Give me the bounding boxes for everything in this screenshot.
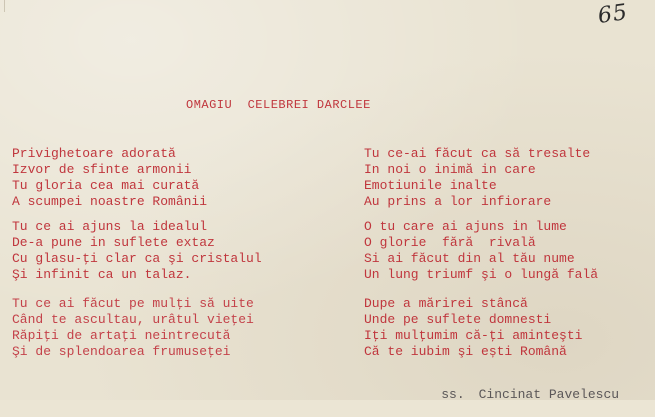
stanza-2-right xyxy=(364,219,598,283)
verse-line: Iţi mulţumim că-ţi aminteşti xyxy=(364,328,583,343)
verse-line: Tu ce-ai făcut ca să tresalte xyxy=(364,146,591,161)
verse-line: De-a pune in suflete extaz xyxy=(12,235,215,250)
stanza-2-left xyxy=(12,219,262,283)
verse-line: A scumpei noastre Românii xyxy=(12,194,208,209)
verse-line: Privighetoare adorată xyxy=(12,146,176,161)
verse-line: Si ai făcut din al tău nume xyxy=(364,251,575,266)
verse-line: Când te ascultau, urâtul vieţei xyxy=(12,312,254,327)
verse-line: In noi o inimă in care xyxy=(364,162,536,177)
signature-prefix: ss. xyxy=(441,387,465,402)
verse-line: Şi de splendoarea frumuseţei xyxy=(12,344,231,359)
stanza-3-left xyxy=(12,296,254,360)
verse-line: Că te iubim şi ești Română xyxy=(364,344,567,359)
verse-line: Un lung triumf şi o lungă fală xyxy=(364,267,599,282)
verse-line: O glorie fără rivală xyxy=(364,235,536,250)
verse-line: O tu care ai ajuns in lume xyxy=(364,219,567,234)
handwritten-page-number: 65 xyxy=(596,0,630,29)
verse-line: Emotiunile inalte xyxy=(364,178,497,193)
signature-line xyxy=(410,372,619,417)
verse-line: Tu ce ai făcut pe mulţi să uite xyxy=(12,296,254,311)
verse-line: Răpiţi de artaţi neintrecută xyxy=(12,328,231,343)
verse-line: Tu ce ai ajuns la idealul xyxy=(12,219,208,234)
signature-name: Cincinat Pavelescu xyxy=(478,387,620,402)
poem-title: OMAGIU CELEBREI DARCLEE xyxy=(186,98,371,112)
verse-line: Dupe a mărirei stâncă xyxy=(364,296,528,311)
verse-line: Tu gloria cea mai curată xyxy=(12,178,200,193)
verse-line: Cu glasu-ţi clar ca şi cristalul xyxy=(12,251,262,266)
verse-line: Unde pe suflete domnesti xyxy=(364,312,552,327)
stanza-1-left xyxy=(12,146,207,210)
verse-line: Şi infinit ca un talaz. xyxy=(12,267,192,282)
verse-line: Izvor de sfinte armonii xyxy=(12,162,192,177)
stanza-1-right xyxy=(364,146,590,210)
stanza-3-right xyxy=(364,296,582,360)
page-corner-mark xyxy=(4,0,19,12)
verse-line: Au prins a lor infiorare xyxy=(364,194,552,209)
